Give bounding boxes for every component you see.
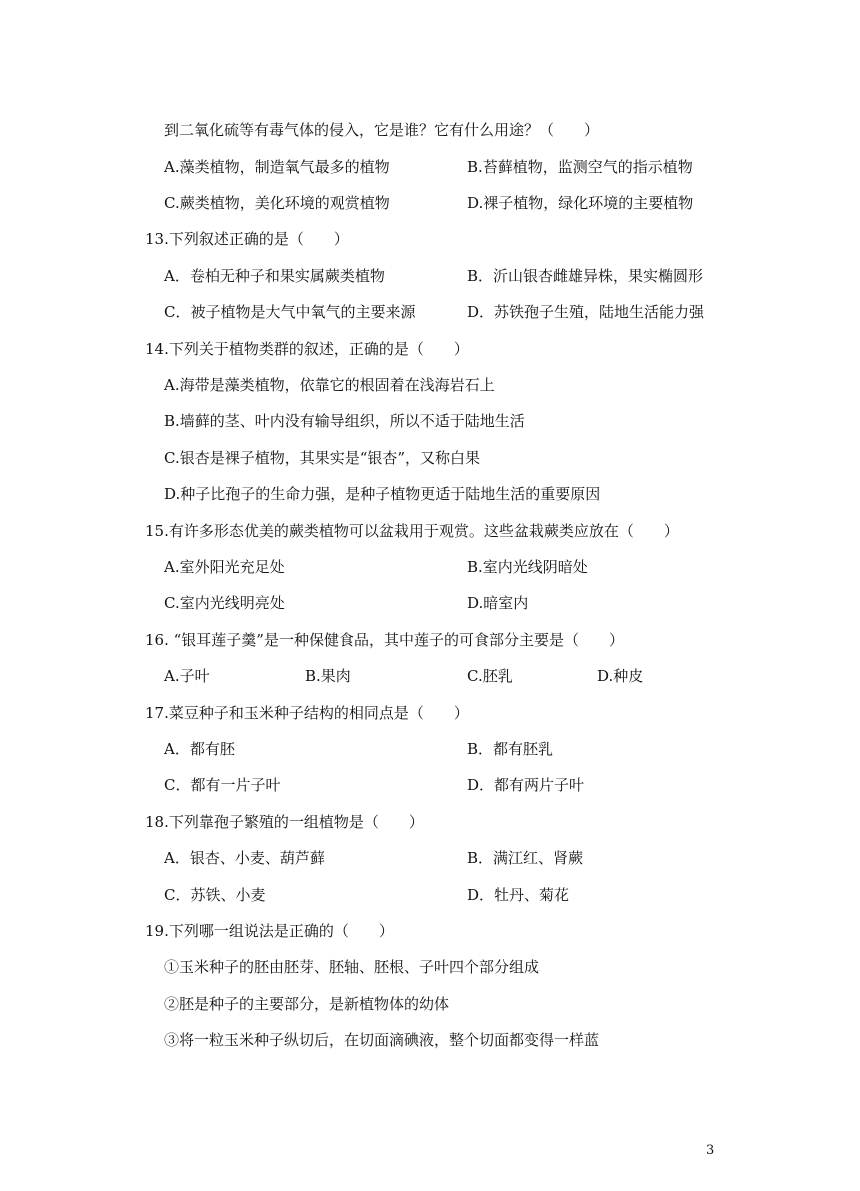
q19-statement-1: ①玉米种子的胚由胚芽、胚轴、胚根、子叶四个部分组成 [164, 958, 540, 976]
q15-stem: 15.有许多形态优美的蕨类植物可以盆栽用于观赏。这些盆栽蕨类应放在（ ） [145, 522, 679, 540]
q12-stem-tail: 到二氧化硫等有毒气体的侵入，它是谁？它有什么用途？（ ） [164, 121, 600, 139]
q12-option-d: D.裸子植物，绿化环境的主要植物 [467, 194, 694, 212]
q16-option-a: A.子叶 [164, 667, 210, 685]
q13-option-a: A．卷柏无种子和果实属蕨类植物 [164, 267, 385, 285]
q17-option-c: C．都有一片子叶 [164, 776, 281, 794]
q18-option-c: C．苏铁、小麦 [164, 886, 266, 904]
q17-option-b: B．都有胚乳 [467, 740, 554, 758]
q14-option-c: C.银杏是裸子植物，其果实是“银杏”，又称白果 [164, 449, 481, 467]
q18-option-a: A．银杏、小麦、葫芦藓 [164, 849, 325, 867]
q15-option-a: A.室外阳光充足处 [164, 558, 285, 576]
q18-option-b: B．满江红、肾蕨 [467, 849, 584, 867]
q15-option-d: D.暗室内 [467, 594, 529, 612]
q16-option-b: B.果肉 [305, 667, 351, 685]
q18-stem: 18.下列靠孢子繁殖的一组植物是（ ） [145, 813, 424, 831]
q18-option-d: D．牡丹、菊花 [467, 886, 570, 904]
q19-stem: 19.下列哪一组说法是正确的（ ） [145, 922, 394, 940]
q15-option-b: B.室内光线阴暗处 [467, 558, 588, 576]
q14-option-b: B.墙藓的茎、叶内没有输导组织，所以不适于陆地生活 [164, 412, 525, 430]
q13-option-d: D．苏铁孢子生殖，陆地生活能力强 [467, 303, 705, 321]
q14-option-d: D.种子比孢子的生命力强，是种子植物更适于陆地生活的重要原因 [164, 485, 601, 503]
q13-option-b: B．沂山银杏雌雄异株，果实椭圆形 [467, 267, 704, 285]
q15-option-c: C.室内光线明亮处 [164, 594, 285, 612]
q12-option-a: A.藻类植物，制造氧气最多的植物 [164, 158, 390, 176]
q12-option-b: B.苔藓植物，监测空气的指示植物 [467, 158, 693, 176]
q16-stem: 16. “银耳莲子羹”是一种保健食品，其中莲子的可食部分主要是（ ） [145, 631, 624, 649]
q17-option-a: A．都有胚 [164, 740, 235, 758]
q14-stem: 14.下列关于植物类群的叙述，正确的是（ ） [145, 340, 469, 358]
page-number: 3 [706, 1143, 715, 1158]
q14-option-a: A.海带是藻类植物，依靠它的根固着在浅海岩石上 [164, 376, 495, 394]
q17-stem: 17.菜豆种子和玉米种子结构的相同点是（ ） [145, 704, 469, 722]
q19-statement-3: ③将一粒玉米种子纵切后，在切面滴碘液，整个切面都变得一样蓝 [164, 1031, 600, 1049]
q12-option-c: C.蕨类植物，美化环境的观赏植物 [164, 194, 390, 212]
q13-option-c: C．被子植物是大气中氧气的主要来源 [164, 303, 416, 321]
q19-statement-2: ②胚是种子的主要部分，是新植物体的幼体 [164, 995, 450, 1013]
q16-option-d: D.种皮 [597, 667, 644, 685]
q13-stem: 13.下列叙述正确的是（ ） [145, 230, 349, 248]
q16-option-c: C.胚乳 [467, 667, 513, 685]
q17-option-d: D．都有两片子叶 [467, 776, 585, 794]
